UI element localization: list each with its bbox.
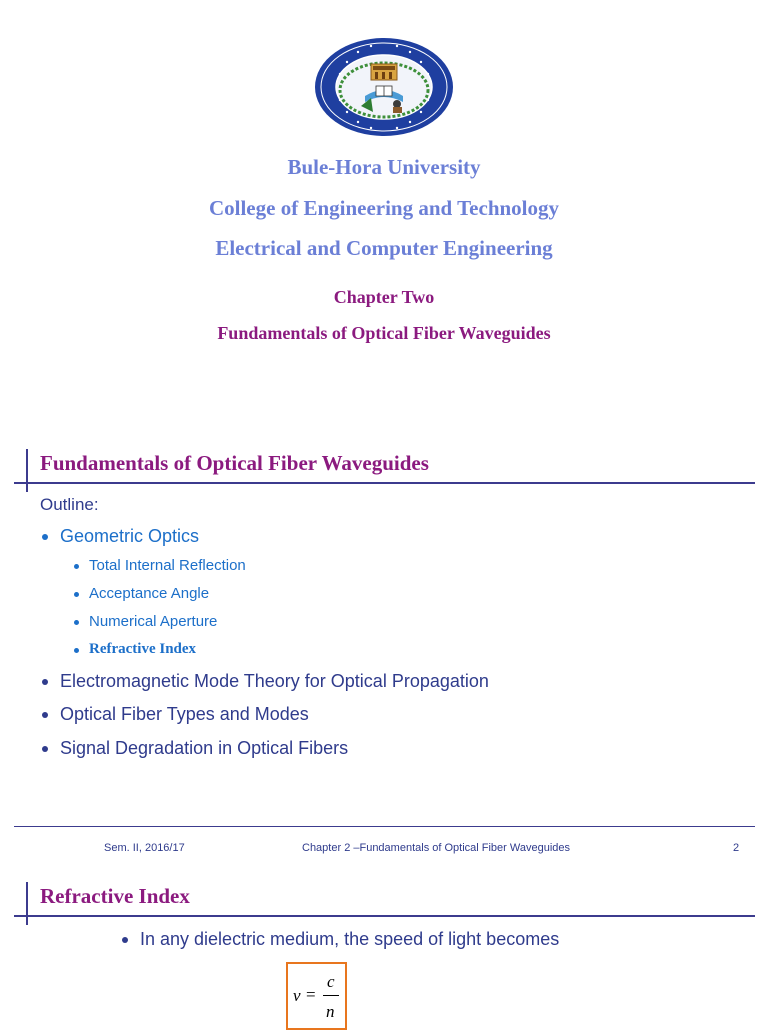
footer-semester: Sem. II, 2016/17	[104, 842, 185, 854]
bullet-dot-icon	[74, 564, 79, 569]
bullet-dot-icon	[42, 534, 48, 540]
title-underline	[14, 482, 755, 484]
bullet-dot-icon	[74, 648, 79, 653]
bullet-dot-icon	[122, 937, 128, 943]
formula-equals: =	[306, 985, 316, 1004]
outline-item-label: Optical Fiber Types and Modes	[60, 704, 309, 724]
chapter-subtitle: Fundamentals of Optical Fiber Waveguides	[217, 323, 551, 343]
slide-title: Refractive Index	[40, 884, 190, 908]
university-name: Bule-Hora University	[287, 155, 481, 179]
slide-title: Fundamentals of Optical Fiber Waveguides	[40, 451, 429, 475]
footer-page-number: 2	[733, 842, 740, 854]
title-vertical-rule	[26, 449, 28, 492]
outline-item-label: Signal Degradation in Optical Fibers	[60, 738, 349, 758]
footer-chapter: Chapter 2 –Fundamentals of Optical Fiber Waveguides	[302, 842, 571, 854]
title-underline	[14, 915, 755, 917]
university-seal-icon	[313, 36, 455, 138]
bullet-dot-icon	[42, 679, 48, 685]
bullet-dot-icon	[42, 746, 48, 752]
outline-item-label: Electromagnetic Mode Theory for Optical Propagation	[60, 671, 489, 691]
outline-label: Outline:	[40, 495, 99, 514]
chapter-label: Chapter Two	[333, 287, 435, 307]
outline-subitem-label: Total Internal Reflection	[89, 557, 246, 574]
outline-subitem-label: Refractive Index	[89, 641, 197, 657]
footer-rule	[14, 826, 755, 827]
college-name: College of Engineering and Technology	[208, 196, 560, 220]
formula-box	[286, 962, 347, 1030]
department-name: Electrical and Computer Engineering	[215, 236, 553, 260]
bullet-dot-icon	[42, 712, 48, 718]
formula-denominator: n	[326, 1002, 335, 1021]
fraction-bar	[323, 995, 339, 996]
outline-subitem-label: Numerical Aperture	[89, 613, 218, 630]
title-vertical-rule	[26, 882, 28, 925]
bullet-dot-icon	[74, 620, 79, 625]
outline-item-label: Geometric Optics	[60, 526, 200, 546]
formula-lhs: v	[293, 986, 301, 1005]
formula-numerator: c	[327, 972, 335, 991]
bullet-dot-icon	[74, 592, 79, 597]
bullet-text: In any dielectric medium, the speed of light becomes	[140, 929, 560, 949]
outline-subitem-label: Acceptance Angle	[89, 585, 210, 602]
